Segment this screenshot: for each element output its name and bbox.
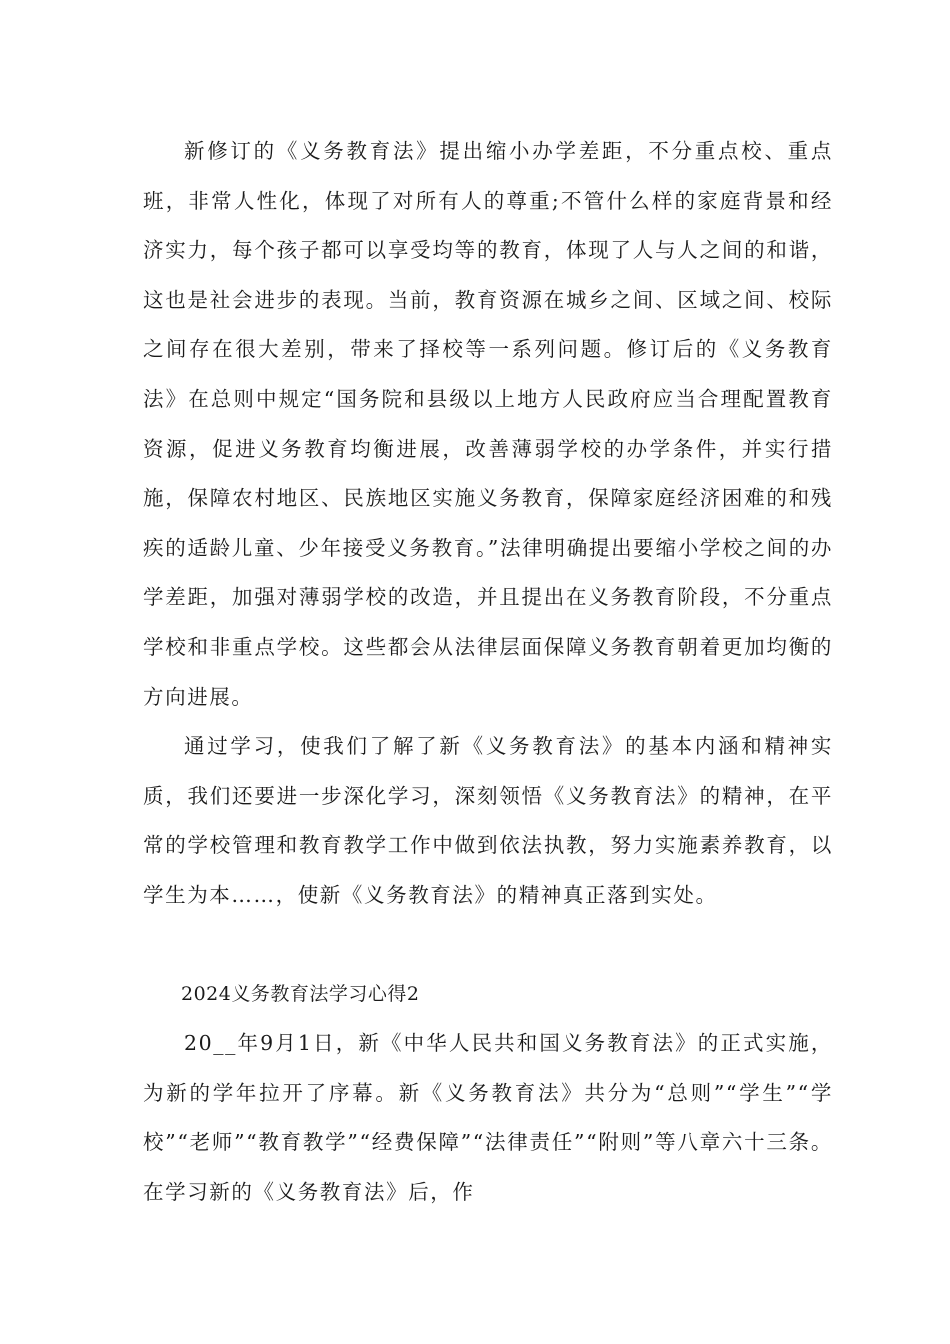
section-heading: 2024义务教育法学习心得2 bbox=[181, 982, 420, 1005]
paragraph: 通过学习，使我们了解了新《义务教育法》的基本内涵和精神实质，我们还要进一步深化学习，深刻领悟《义务教育法》的精神，在平常的学校管理和教育教学工作中做到依法执教，努力实施素养教育，以学生为本……，使新《义务教育法》的精神真正落到实处。 bbox=[143, 734, 833, 907]
document-body bbox=[143, 127, 833, 1217]
paragraph: 20__年9月1日，新《中华人民共和国义务教育法》的正式实施，为新的学年拉开了序幕。新《义务教育法》共分为“总则”“学生”“学校”“老师”“教育教学”“经费保障”“法律责任”“附则”等八章六十三条。在学习新的《义务教育法》后，作 bbox=[143, 1031, 833, 1204]
paragraph: 新修订的《义务教育法》提出缩小办学差距，不分重点校、重点班，非常人性化，体现了对所有人的尊重;不管什么样的家庭背景和经济实力，每个孩子都可以享受均等的教育，体现了人与人之间的和谐，这也是社会进步的表现。当前，教育资源在城乡之间、区域之间、校际之间存在很大差别，带来了择校等一系列问题。修订后的《义务教育法》在总则中规定“国务院和县级以上地方人民政府应当合理配置教育资源，促进义务教育均衡进展，改善薄弱学校的办学条件，并实行措施，保障农村地区、民族地区实施义务教育，保障家庭经济困难的和残疾的适龄儿童、少年接受义务教育。”法律明确提出要缩小学校之间的办学差距，加强对薄弱学校的改造，并且提出在义务教育阶段，不分重点学校和非重点学校。这些都会从法律层面保障义务教育朝着更加均衡的方向进展。 bbox=[143, 139, 833, 709]
